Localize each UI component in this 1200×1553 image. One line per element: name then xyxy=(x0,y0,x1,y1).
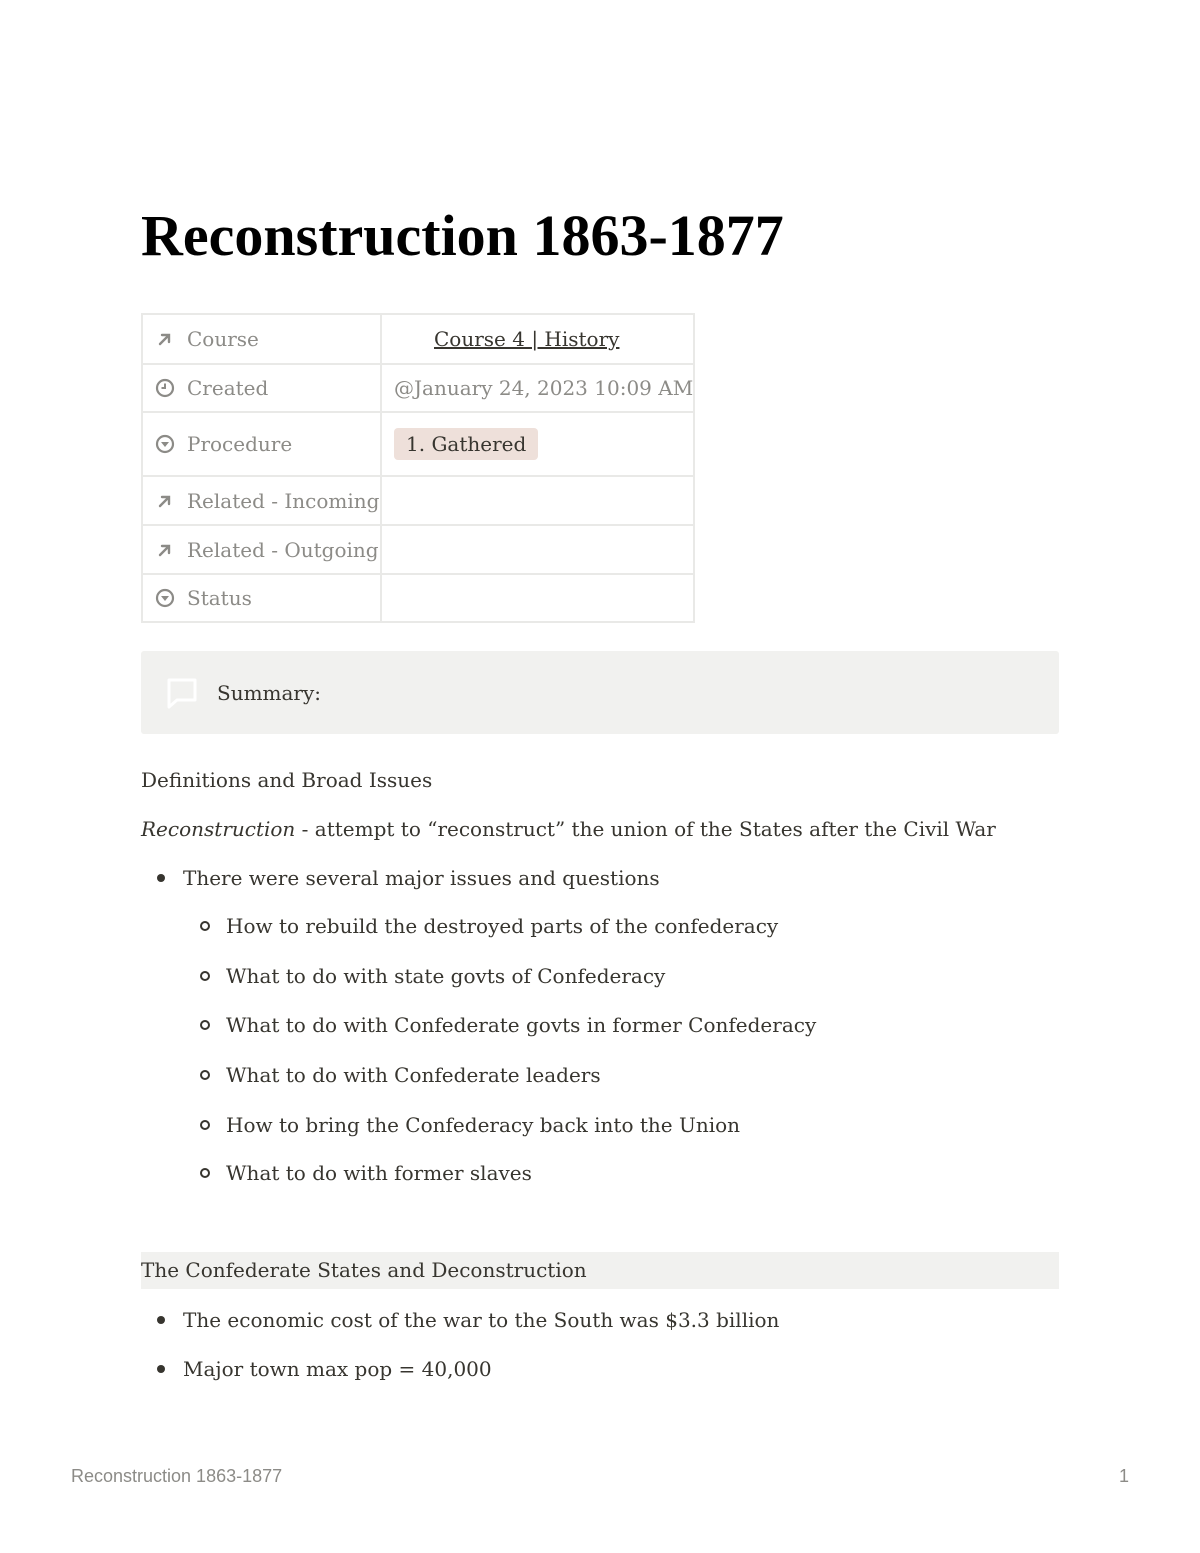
clock-icon xyxy=(155,378,175,398)
bullet-icon xyxy=(157,1316,165,1324)
circle-bullet-icon xyxy=(200,1070,210,1080)
bullet-icon xyxy=(157,874,165,882)
property-row-procedure xyxy=(142,412,694,476)
circle-bullet-icon xyxy=(200,971,210,981)
list-item: What to do with Confederate govts in former Confederacy xyxy=(226,1011,816,1039)
property-label-course: Course xyxy=(187,327,259,351)
section-heading-confederate: The Confederate States and Deconstruction xyxy=(141,1252,1059,1289)
definition-text: - attempt to “reconstruct” the union of the States after the Civil War xyxy=(295,817,996,841)
status-value[interactable] xyxy=(381,574,694,622)
list-item: There were several major issues and questions xyxy=(183,864,660,892)
page-title: Reconstruction 1863-1877 xyxy=(141,203,784,268)
footer-title: Reconstruction 1863-1877 xyxy=(71,1466,283,1486)
arrow-up-right-icon xyxy=(155,491,175,511)
property-row-course xyxy=(142,314,694,364)
arrow-up-right-icon xyxy=(155,329,175,349)
bullet-icon xyxy=(157,1365,165,1373)
circle-bullet-icon xyxy=(200,1120,210,1130)
property-label-related-incoming: Related - Incoming xyxy=(187,488,380,513)
circle-bullet-icon xyxy=(200,1168,210,1178)
property-label-status: Status xyxy=(187,586,252,610)
speech-bubble-icon xyxy=(165,676,199,710)
list-item: How to bring the Confederacy back into the Union xyxy=(226,1111,740,1139)
property-row-related-incoming xyxy=(142,476,694,525)
list-item: The economic cost of the war to the South was $3.3 billion xyxy=(183,1306,779,1334)
circle-bullet-icon xyxy=(200,1020,210,1030)
property-label-procedure: Procedure xyxy=(187,432,293,456)
property-row-related-outgoing xyxy=(142,525,694,574)
select-icon xyxy=(155,434,175,454)
property-row-status xyxy=(142,574,694,622)
definition-paragraph xyxy=(141,815,996,843)
summary-label: Summary: xyxy=(217,680,322,705)
related-outgoing-value[interactable] xyxy=(381,525,694,574)
page-number: 1 xyxy=(1118,1466,1129,1486)
related-incoming-value[interactable] xyxy=(381,476,694,525)
property-label-created: Created xyxy=(187,376,269,400)
property-row-created xyxy=(142,364,694,412)
definition-term: Reconstruction xyxy=(141,817,296,841)
property-label-related-outgoing: Related - Outgoing xyxy=(187,537,379,562)
list-item: What to do with state govts of Confederacy xyxy=(226,962,665,990)
list-item: How to rebuild the destroyed parts of the confederacy xyxy=(226,912,778,940)
properties-table xyxy=(141,313,695,623)
course-link[interactable]: Course 4 | History xyxy=(434,327,620,351)
procedure-tag[interactable]: 1. Gathered xyxy=(394,428,538,460)
list-item: Major town max pop = 40,000 xyxy=(183,1355,492,1383)
select-icon xyxy=(155,588,175,608)
circle-bullet-icon xyxy=(200,921,210,931)
list-item: What to do with former slaves xyxy=(226,1159,532,1187)
list-item: What to do with Confederate leaders xyxy=(226,1061,601,1089)
summary-callout xyxy=(141,651,1059,734)
created-date: @January 24, 2023 10:09 AM xyxy=(394,376,694,400)
arrow-up-right-icon xyxy=(155,540,175,560)
section-heading-definitions: Definitions and Broad Issues xyxy=(141,768,433,792)
